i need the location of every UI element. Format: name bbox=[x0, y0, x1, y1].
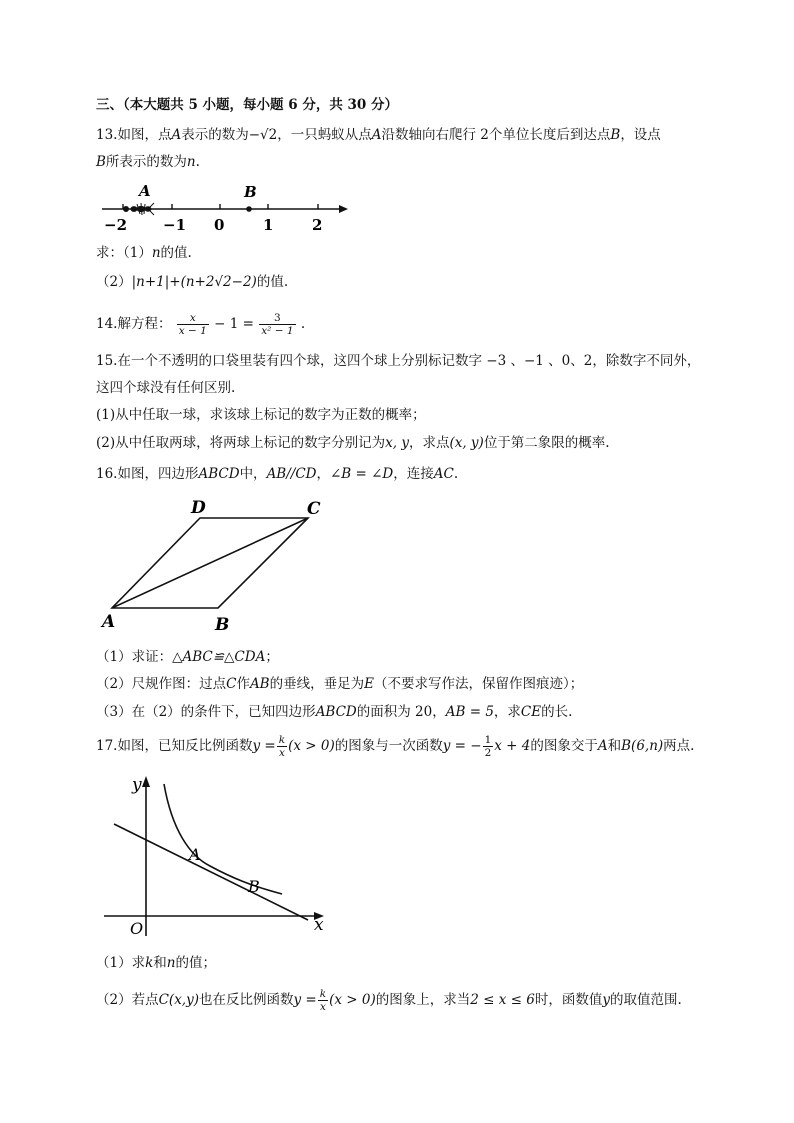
var-n: n bbox=[151, 245, 161, 261]
q13-text: 所表示的数为 bbox=[105, 154, 187, 170]
linear-function-line bbox=[114, 824, 308, 920]
q15-part2 bbox=[96, 434, 610, 452]
fraction-denominator: x bbox=[319, 1001, 326, 1013]
fraction-numerator: 3 bbox=[259, 312, 295, 325]
q17-math: y = bbox=[252, 738, 276, 754]
q16-condition: AB//CD bbox=[266, 466, 317, 482]
q17-one-half bbox=[483, 734, 494, 759]
q13-line1 bbox=[96, 126, 661, 144]
q16-segment: AB bbox=[249, 676, 270, 692]
q16-text: ； bbox=[265, 649, 279, 665]
q17-text: 的图象与一次函数 bbox=[334, 738, 443, 754]
q15-text: (2)从中任取两球，将两球上标记的数字分别记为 bbox=[96, 435, 386, 451]
q16-text: ，求 bbox=[493, 704, 521, 720]
q16-segment: AC bbox=[433, 466, 454, 482]
q13-text: 13.如图，点 bbox=[96, 127, 172, 143]
q16-text: （3）在（2）的条件下，已知四边形 bbox=[96, 704, 316, 720]
q16-point: E bbox=[364, 676, 374, 692]
q17-point: C(x,y) bbox=[158, 992, 199, 1008]
q13-text: 求：（1） bbox=[96, 245, 152, 261]
q17-text: 也在反比例函数 bbox=[199, 992, 294, 1008]
section-heading: 三、（本大题共 5 小题，每小题 6 分，共 30 分） bbox=[96, 97, 399, 113]
q15-part1: (1)从中任取一球，求该球上标记的数字为正数的概率； bbox=[96, 407, 426, 423]
q17-text: 时，函数值 bbox=[534, 992, 603, 1008]
x-axis-label: x bbox=[314, 915, 324, 935]
q16-part1 bbox=[96, 648, 279, 666]
point-b-label: B bbox=[248, 877, 260, 896]
q17-text: 的取值范围. bbox=[609, 992, 682, 1008]
q17-part2 bbox=[96, 984, 682, 1016]
fraction-numerator: 1 bbox=[484, 734, 492, 746]
q14-lhs-fraction bbox=[177, 312, 209, 337]
q16-congruence: △ABC≌△CDA bbox=[172, 649, 266, 665]
q15-point: (x, y) bbox=[449, 435, 484, 451]
point-a-dot bbox=[123, 206, 129, 212]
point-b-dot bbox=[246, 206, 252, 212]
q17-text: 的值； bbox=[175, 955, 216, 971]
q17-text: 17.如图，已知反比例函数 bbox=[96, 738, 253, 754]
vertex-c-label: C bbox=[307, 499, 321, 519]
y-axis-label: y bbox=[132, 775, 142, 795]
q17-point: A bbox=[597, 738, 608, 754]
q13-line2 bbox=[96, 153, 200, 171]
q16-quad: ABCD bbox=[198, 466, 240, 482]
q13-text: 表示的数为 bbox=[181, 127, 249, 143]
label-b: B bbox=[244, 183, 257, 201]
q17-text: 的图象交于 bbox=[530, 738, 598, 754]
tick-label: −2 bbox=[104, 216, 128, 234]
tick-label: 1 bbox=[263, 216, 274, 234]
vertex-b-label: B bbox=[215, 615, 230, 635]
q13-text: 的值. bbox=[160, 245, 192, 261]
fraction-numerator: k bbox=[278, 734, 286, 746]
q13-value-a: −√2 bbox=[248, 127, 278, 143]
q16-part3 bbox=[96, 703, 572, 721]
q13-text: 的值. bbox=[256, 274, 289, 290]
q17-var: y bbox=[602, 992, 610, 1008]
q17-range: 2 ≤ x ≤ 6 bbox=[470, 992, 535, 1008]
q17-math: (x > 0) bbox=[288, 738, 335, 754]
tick-label: −1 bbox=[163, 216, 187, 234]
point-a-label: A bbox=[189, 845, 201, 864]
q17-var: n bbox=[166, 955, 176, 971]
q16-text: （不要求写作法，保留作图痕迹）； bbox=[373, 676, 584, 692]
q15-text: ，求点 bbox=[408, 435, 450, 451]
fraction-denominator: x − 1 bbox=[178, 325, 207, 337]
q16-point: C bbox=[226, 676, 237, 692]
q13-part2 bbox=[96, 273, 288, 291]
q17-text: （2）若点 bbox=[96, 992, 159, 1008]
fraction-denominator: 2 bbox=[484, 747, 492, 759]
point-b-label: B bbox=[610, 127, 621, 143]
number-line-figure bbox=[96, 180, 356, 238]
fraction-numerator: x bbox=[177, 312, 209, 325]
q17-stem bbox=[96, 730, 694, 762]
q13-ask bbox=[96, 244, 192, 262]
q15-line1: 15.在一个不透明的口袋里装有四个球，这四个球上分别标记数字 −3 、−1 、0、2，除数字不同外， bbox=[96, 353, 701, 369]
q17-math: x + 4 bbox=[494, 738, 531, 754]
q16-text: 16.如图，四边形 bbox=[96, 466, 199, 482]
q16-text: （2）尺规作图：过点 bbox=[96, 676, 227, 692]
fraction-denominator: x bbox=[278, 747, 285, 759]
q16-text: ， bbox=[316, 466, 330, 482]
tick-label: 0 bbox=[214, 216, 225, 234]
q14-text: − 1 = bbox=[214, 316, 254, 332]
q13-expression: |n+1|+(n+2√2−2) bbox=[131, 274, 257, 290]
q16-text: 作 bbox=[236, 676, 250, 692]
q16-segment: CE bbox=[520, 704, 542, 720]
q16-text: . bbox=[453, 466, 459, 482]
q16-text: （1）求证： bbox=[96, 649, 173, 665]
point-a-label: A bbox=[371, 127, 382, 143]
q17-point: B(6,n) bbox=[621, 738, 664, 754]
q14-text: 14.解方程： bbox=[96, 316, 172, 332]
q14-line bbox=[96, 308, 305, 340]
q16-text: ，连接 bbox=[393, 466, 434, 482]
q16-text: 的垂线，垂足为 bbox=[269, 676, 365, 692]
q16-value: AB = 5 bbox=[445, 704, 494, 720]
q14-text: . bbox=[300, 316, 306, 332]
q16-condition: ∠B = ∠D bbox=[329, 466, 394, 482]
q15-line2: 这四个球没有任何区别. bbox=[96, 380, 236, 396]
tick-label: 2 bbox=[312, 216, 323, 234]
diagonal-ac bbox=[112, 518, 308, 608]
q16-quad: ABCD bbox=[315, 704, 357, 720]
q17-math: y = − bbox=[442, 738, 482, 754]
q13-text: ，一只蚂蚁从点 bbox=[277, 127, 372, 143]
vertex-d-label: D bbox=[191, 498, 206, 518]
q17-text: 和 bbox=[153, 955, 167, 971]
vertex-a-label: A bbox=[102, 612, 116, 632]
q16-stem bbox=[96, 465, 458, 483]
q17-k-over-x bbox=[318, 988, 328, 1013]
fraction-denominator: x² − 1 bbox=[261, 325, 294, 337]
point-b-label: B bbox=[96, 154, 106, 170]
q17-text: 的图象上，求当 bbox=[375, 992, 471, 1008]
q13-text: 沿数轴向右爬行 2个单位长度后到达点 bbox=[381, 127, 611, 143]
q17-var: k bbox=[145, 955, 154, 971]
q13-text: ，设点 bbox=[620, 127, 661, 143]
q13-text: . bbox=[195, 154, 200, 170]
q16-text: 的长. bbox=[541, 704, 573, 720]
q15-text: 位于第二象限的概率. bbox=[483, 435, 610, 451]
q17-text: （1）求 bbox=[96, 955, 146, 971]
q17-part1 bbox=[96, 954, 216, 972]
q17-text: 两点. bbox=[663, 738, 695, 754]
point-a-label: A bbox=[171, 127, 182, 143]
q16-part2 bbox=[96, 675, 583, 693]
q17-math: y = bbox=[293, 992, 317, 1008]
ant-icon bbox=[131, 203, 154, 215]
origin-label: O bbox=[130, 919, 144, 938]
q17-k-over-x bbox=[277, 734, 287, 759]
label-a: A bbox=[139, 182, 151, 200]
y-axis-arrow-icon bbox=[142, 776, 150, 787]
q17-text: 和 bbox=[607, 738, 622, 754]
q14-rhs-fraction bbox=[259, 312, 295, 337]
function-graph-figure bbox=[100, 770, 340, 940]
parallelogram-figure bbox=[96, 496, 336, 636]
var-n: n bbox=[186, 154, 196, 170]
fraction-numerator: k bbox=[319, 988, 327, 1000]
q17-math: (x > 0) bbox=[329, 992, 376, 1008]
axis-arrow-icon bbox=[339, 205, 348, 213]
q15-vars: x, y bbox=[385, 435, 409, 451]
q16-text: 中， bbox=[239, 466, 267, 482]
q13-text: （2） bbox=[96, 274, 132, 290]
q16-text: 的面积为 20， bbox=[356, 704, 446, 720]
